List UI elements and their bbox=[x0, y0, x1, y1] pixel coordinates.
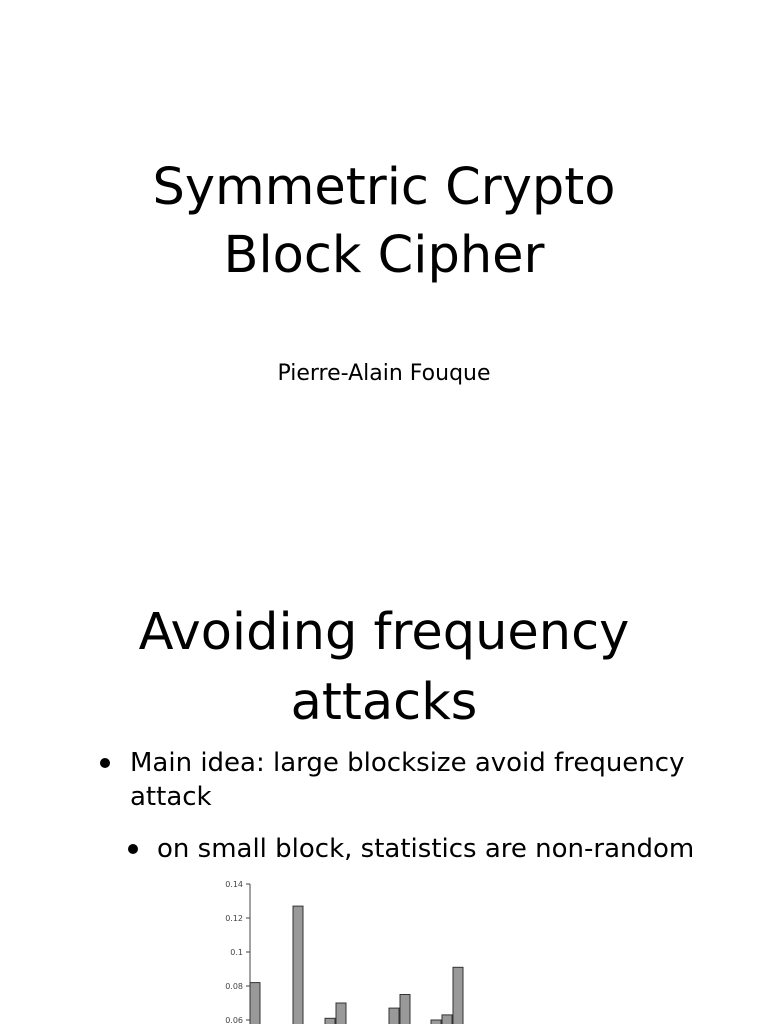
bullet-text-line2: attack bbox=[130, 782, 212, 812]
slide1-title-line1: Symmetric Crypto bbox=[152, 158, 616, 217]
sub-bullet-text: on small block, statistics are non-random bbox=[157, 834, 695, 864]
y-tick-label: 0.14 bbox=[225, 880, 243, 889]
slide1-title-line2: Block Cipher bbox=[223, 226, 545, 285]
bar bbox=[293, 906, 303, 1024]
y-tick-label: 0.1 bbox=[230, 948, 243, 957]
slide2-title-line2: attacks bbox=[290, 673, 478, 732]
author-name: Pierre-Alain Fouque bbox=[277, 361, 491, 386]
frequency-bar-chart bbox=[210, 872, 510, 1024]
bar bbox=[389, 1008, 399, 1024]
y-axis bbox=[225, 880, 250, 1024]
y-tick-label: 0.12 bbox=[225, 914, 243, 923]
bullet-dot bbox=[100, 758, 110, 768]
bar-series bbox=[250, 906, 463, 1024]
bar bbox=[250, 983, 260, 1024]
bar bbox=[336, 1003, 346, 1024]
bullet-text-line1: Main idea: large blocksize avoid frequency bbox=[130, 748, 685, 778]
bar bbox=[453, 967, 463, 1024]
bar bbox=[431, 1020, 441, 1024]
bar bbox=[400, 995, 410, 1024]
bar bbox=[325, 1018, 335, 1024]
y-tick-label: 0.08 bbox=[225, 982, 243, 991]
y-tick-label: 0.06 bbox=[225, 1016, 243, 1024]
slide2-title-line1: Avoiding frequency bbox=[138, 603, 630, 662]
sub-bullet-dot bbox=[128, 844, 138, 854]
bar bbox=[442, 1015, 452, 1024]
